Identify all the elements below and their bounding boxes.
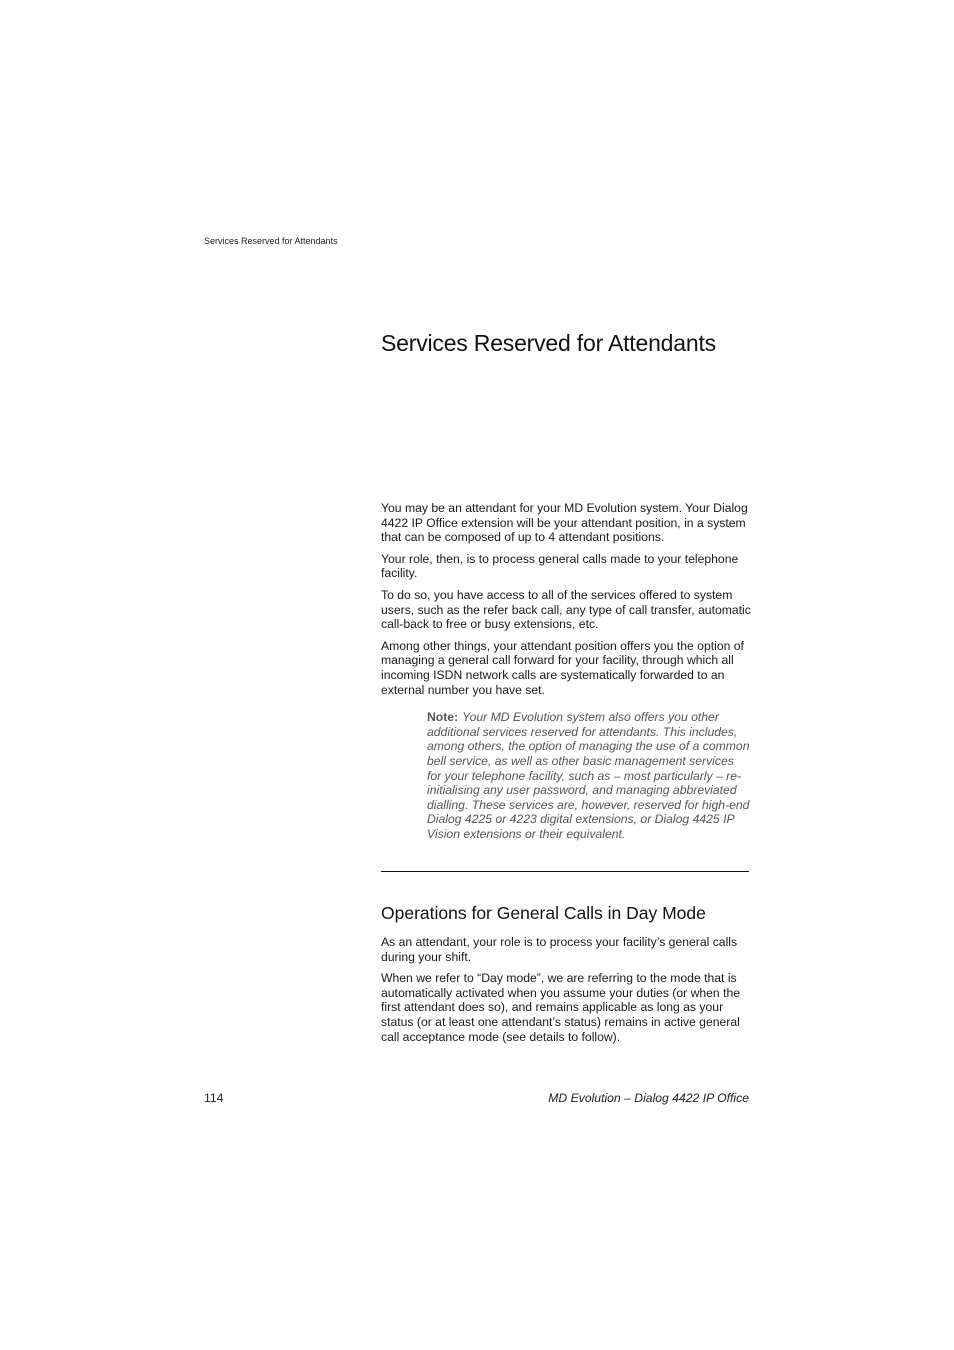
chapter-paragraph: You may be an attendant for your MD Evolution system. Your Dialog 4422 IP Office extension will be your attendant position, in a system that can be composed of up to 4 attendant positions. <box>381 501 748 545</box>
footer-document-title: MD Evolution – Dialog 4422 IP Office <box>548 1091 749 1105</box>
section-heading: Operations for General Calls in Day Mode <box>381 903 706 923</box>
page-number: 114 <box>204 1091 224 1105</box>
chapter-paragraph: Among other things, your attendant position offers you the option of managing a general call forward for your facility, through which all incoming ISDN network calls are systematically forwarded to an external number you have set. <box>381 638 744 697</box>
chapter-body <box>381 501 751 841</box>
section-divider <box>381 871 749 872</box>
chapter-paragraph: Your role, then, is to process general calls made to your telephone facility. <box>381 551 739 581</box>
section-paragraph: As an attendant, your role is to process your facility’s general calls during your shift. <box>381 935 738 964</box>
chapter-paragraph: To do so, you have access to all of the services offered to system users, such as the refer back call, any type of call transfer, automatic call-back to free or busy extensions, etc. <box>381 587 751 632</box>
note-label: Note: <box>427 710 459 725</box>
chapter-title: Services Reserved for Attendants <box>381 330 716 356</box>
note-block <box>427 710 751 841</box>
section-paragraph: When we refer to “Day mode”, we are referring to the mode that is automatically activated when you assume your duties (or when the first attendant does so), and remains applicable as long as your status (or at least one attendant’s status) remains in active general call acceptance mode (see details to follow). <box>381 971 741 1044</box>
note-text: Your MD Evolution system also offers you other additional services reserved for attendants. This includes, among others, the option of managing the use of a common bell service, as well as other basic management services for your telephone facility, such as – most particularly – re-initialising any user password, and managing abbreviated dialling. These services are, however, reserved for high-end Dialog 4225 or 4223 digital extensions, or Dialog 4425 IP Vision extensions or their equivalent. <box>427 710 750 841</box>
running-header: Services Reserved for Attendants <box>204 236 338 246</box>
section-body <box>381 935 751 1051</box>
